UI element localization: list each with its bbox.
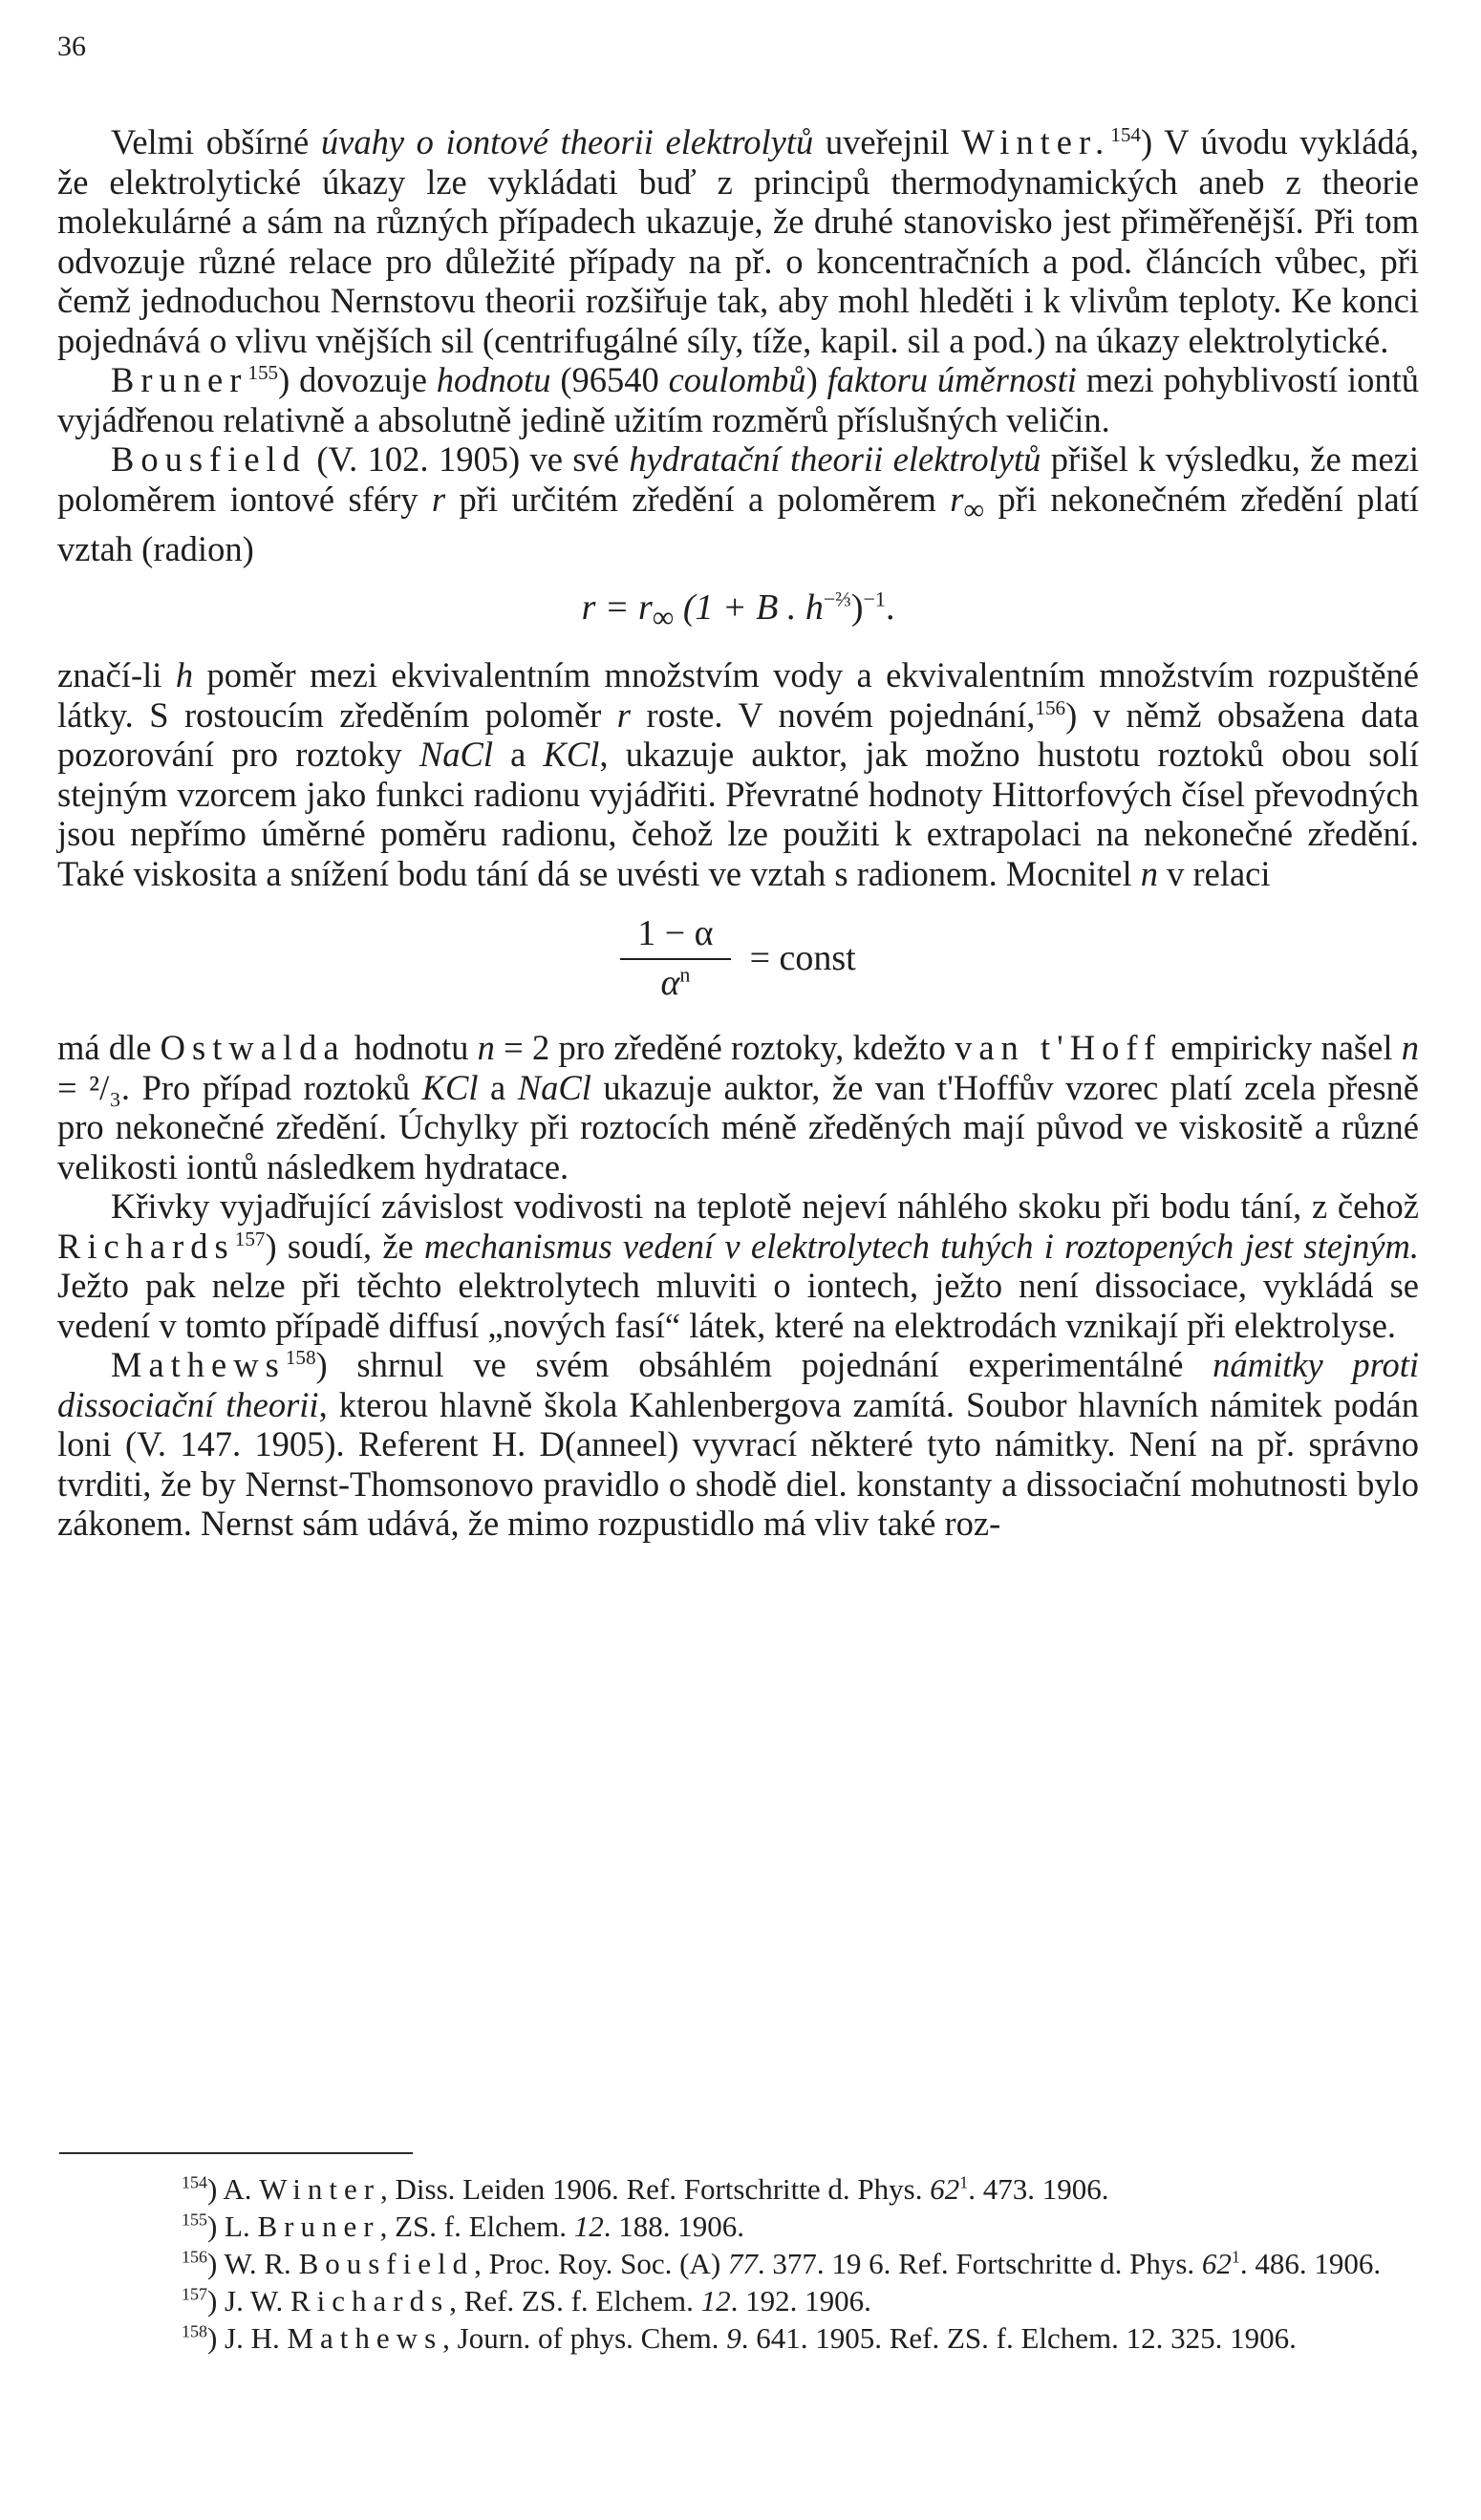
- footnote-ref-157: 157: [234, 1227, 266, 1250]
- paragraph-winter: Velmi obšírné úvahy o iontové theorii elektrolytů uveřejnil Winter.$^{154}$) V úvodu vykládá, že elektrolytické úkazy lze vykládati buď z principů thermodynamických aneb z theorie molekulárné a sám na různých případech ukazuje, že druhé stanovisko jest přiměřenější. Při tom odvozuje různé relace pro důležité případy na př. o koncentračních a pod. článcích vůbec, při čemž jednoduchou Nernstovu theorii rozšiřuje tak, aby mohl hleděti i k vlivům teploty. Ke konci pojednává o vlivu vnějších sil (centrifugálné síly, tíže, kapil. sil a pod.) na úkazy elektrolytické.: [57, 122, 1419, 360]
- author-name: Bruner: [111, 360, 248, 399]
- footnotes: [57, 2170, 1419, 2357]
- footnote-157: $^{157}$) J. W. Richards, Ref. ZS. f. Elchem. 12. 192. 1906.: [182, 2284, 871, 2317]
- paragraph-bousfield: Bousfield (V. 102. 1905) ve své hydratační theorii elektrolytů přišel k výsledku, že mezi poloměrem iontové sféry r při určitém zředění a poloměrem $r_\infty$ při nekonečném zředění platí vztah (radion): [57, 439, 1419, 569]
- footnote-ref-156: 156: [1035, 695, 1066, 719]
- footnote-158: $^{158}$) J. H. Mathews, Journ. of phys. Chem. 9. 641. 1905. Ref. ZS. f. Elchem. 12. 325. 1906.: [182, 2321, 1297, 2355]
- main-text: [57, 122, 1419, 1544]
- author-name: Richards: [57, 1226, 235, 1266]
- footnote-154: $^{154}$) A. Winter, Diss. Leiden 1906. Ref. Fortschritte d. Phys. $62^1$. 473. 1906.: [182, 2172, 1109, 2206]
- paragraph-ostwald: má dle Ostwalda hodnotu n = 2 pro zředěné roztoky, kdežto van t'Hoff empiricky našel n = ²/₃. Pro případ roztoků KCl a NaCl ukazuje auktor, že van t'Hoffův vzorec platí zcela přesně pro nekonečné zředění. Úchylky při roztocích méně zředěných mají původ ve viskositě a různé velikosti iontů následkem hydratace.: [57, 1028, 1420, 1186]
- author-name: Bousfield: [111, 439, 307, 479]
- paragraph-mathews: Mathews$^{158}$) shrnul ve svém obsáhlém pojednání experimentálné námitky proti dissociační theorii, kterou hlavně škola Kahlenbergova zamítá. Soubor hlavních námitek podán loni (V. 147. 1905). Referent H. D(anneel) vyvrací některé tyto námitky. Není na př. správno tvrditi, že by Nernst-Thomsonovo pravidlo o shodě diel. konstanty a dissociační mohutnosti bylo zákonem. Nernst sám udává, že mimo rozpustidlo má vliv také roz-: [57, 1345, 1419, 1544]
- paragraph-richards: Křivky vyjadřující závislost vodivosti na teplotě nejeví náhlého skoku při bodu tání, z čehož Richards$^{157}$) soudí, že mechanismus vedení v elektrolytech tuhých i roztopených jest stejným. Ježto pak nelze při těchto elektrolytech mluviti o iontech, ježto není dissociace, vykládá se vedení v tomto případě diffusí „nových fasí“ látek, které na elektrodách vznikají při elektrolyse.: [57, 1186, 1420, 1345]
- footnote-155: $^{155}$) L. Bruner, ZS. f. Elchem. 12. 188. 1906.: [182, 2210, 744, 2243]
- equation-radion: $r = r_\infty$ (1 + B . $h^{-\frac{2}{3}})^{-1}$.: [581, 587, 895, 634]
- footnote-ref-154: 154: [1110, 122, 1141, 146]
- footnote-ref-155: 155: [247, 360, 279, 384]
- equation-ostwald: $\frac{1 - \alpha}{\alpha^n}$ = const: [57, 914, 1419, 1003]
- author-name: Ostwalda: [160, 1028, 346, 1068]
- fraction: $\frac{1 - \alpha}{\alpha^n}$: [620, 914, 730, 1003]
- footnote-156: $^{156}$) W. R. Bousfield, Proc. Roy. Soc. (A) 77. 377. 19 6. Ref. Fortschritte d. Phys. $62^1$. 486. 1906.: [182, 2247, 1382, 2280]
- footnote-divider: [59, 2152, 413, 2154]
- footnote-ref-158: 158: [285, 1346, 316, 1370]
- page-number: 36: [57, 31, 86, 62]
- author-name: van t'Hoff: [955, 1028, 1163, 1068]
- author-name: Winter.: [961, 122, 1111, 161]
- paragraph-bruner: Bruner$^{155}$) dovozuje hodnotu (96540 coulombů) faktoru úměrnosti mezi pohyblivostí iontů vyjádřenou relativně a absolutně jedině užitím rozměrů příslušných veličin.: [57, 360, 1420, 439]
- paragraph-radion: značí-li h poměr mezi ekvivalentním množstvím vody a ekvivalentním množstvím rozpuštěné látky. S rostoucím zředěním poloměr r roste. V novém pojednání,$^{156}$) v němž obsažena data pozorování pro roztoky NaCl a KCl, ukazuje auktor, jak možno hustotu roztoků obou solí stejným vzorcem jako funkci radionu vyjádřiti. Převratné hodnoty Hittorfových čísel převodných jsou nepřímo úměrné poměru radionu, čehož lze použiti k extrapolaci na nekonečné zředění. Také viskosita a snížení bodu tání dá se uvésti ve vztah s radionem. Mocnitel n v relaci: [57, 655, 1419, 893]
- author-name: Mathews: [111, 1345, 286, 1385]
